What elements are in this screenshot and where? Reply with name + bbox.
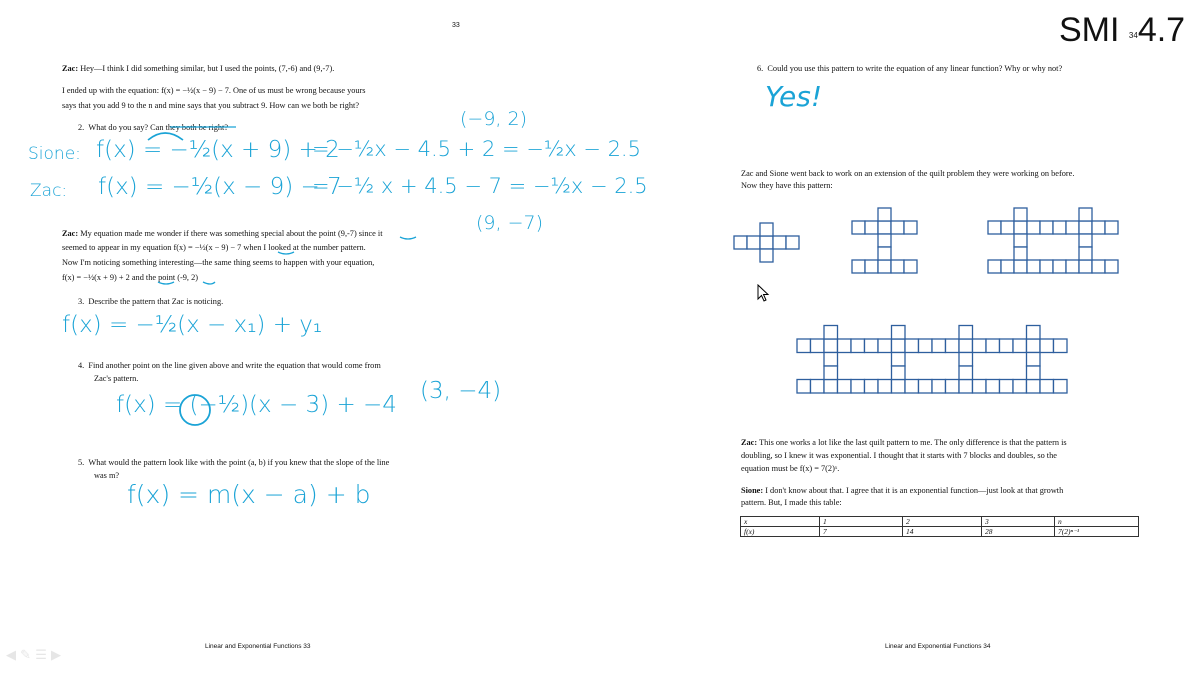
quilt-square — [1014, 208, 1027, 221]
quilt-intro-line1: Zac and Sione went back to work on an extension of the quilt problem they were working on before. — [741, 169, 1075, 178]
quilt-square — [959, 380, 973, 394]
quilt-square — [824, 339, 838, 353]
quilt-square — [988, 260, 1001, 273]
quilt-square — [1079, 234, 1092, 247]
zac-2-line1: Zac: This one works a lot like the last quilt pattern to me. The only difference is that the pattern is — [741, 438, 1067, 447]
quilt-square — [1013, 339, 1027, 353]
footer-right: Linear and Exponential Functions 34 — [885, 643, 991, 650]
quilt-square — [986, 339, 1000, 353]
quilt-square — [1105, 221, 1118, 234]
quilt-square — [1027, 353, 1041, 367]
quilt-square — [1001, 260, 1014, 273]
quilt-square — [878, 247, 891, 260]
table-row — [741, 517, 1139, 527]
quilt-square — [959, 353, 973, 367]
quilt-square — [892, 380, 906, 394]
table-cell: f(x) — [741, 527, 820, 537]
quilt-square — [878, 380, 892, 394]
handwritten-equation-zac: f(x) = −½(x − 9) − 7 — [98, 174, 342, 200]
quilt-square — [1014, 221, 1027, 234]
quilt-square — [1027, 366, 1041, 380]
quilt-square — [734, 236, 747, 249]
quilt-square — [1105, 260, 1118, 273]
quilt-square — [865, 260, 878, 273]
zac-2-line2: doubling, so I knew it was exponential. I thought that it starts with 7 blocks and doubles, so the — [741, 451, 1057, 460]
quilt-square — [786, 236, 799, 249]
quilt-square — [1092, 260, 1105, 273]
quilt-square — [891, 260, 904, 273]
quilt-square — [865, 380, 879, 394]
paragraph-zac-2-line3: Now I'm noticing something interesting—the same thing seems to happen with your equation, — [62, 258, 375, 267]
quilt-square — [1027, 339, 1041, 353]
table-cell: 7(2)ⁿ⁻¹ — [1055, 527, 1139, 537]
quilt-square — [1040, 260, 1053, 273]
quilt-square — [852, 221, 865, 234]
handwritten-label-sione: Sione: — [28, 144, 81, 164]
handwritten-answer-5: f(x) = m(x − a) + b — [127, 480, 371, 509]
quilt-square — [946, 339, 960, 353]
quilt-square — [1027, 221, 1040, 234]
quilt-square — [1014, 234, 1027, 247]
quilt-square — [747, 236, 760, 249]
handwritten-equation-sione: f(x) = −½(x + 9) + 2 — [96, 137, 340, 163]
title-number: 4.7 — [1137, 11, 1186, 49]
sione-2-line2: pattern. But, I made this table: — [741, 498, 842, 507]
function-table — [740, 516, 1139, 537]
quilt-square — [973, 339, 987, 353]
quilt-square — [773, 236, 786, 249]
quilt-square — [1066, 260, 1079, 273]
quilt-square — [1053, 221, 1066, 234]
quilt-square — [878, 260, 891, 273]
quilt-square — [959, 326, 973, 340]
quilt-square — [1014, 247, 1027, 260]
quilt-square — [891, 221, 904, 234]
quilt-square — [905, 339, 919, 353]
quilt-square — [824, 353, 838, 367]
quilt-square — [1079, 260, 1092, 273]
quilt-square — [1079, 221, 1092, 234]
quilt-square — [973, 380, 987, 394]
question-3: 3. Describe the pattern that Zac is noticing. — [78, 297, 224, 306]
quilt-square — [760, 249, 773, 262]
quilt-square — [824, 366, 838, 380]
handwritten-simplify-sione: = −½x − 4.5 + 2 = −½x − 2.5 — [312, 137, 641, 161]
paragraph-zac-1: Zac: Hey—I think I did something similar, but I used the points, (7,-6) and (9,-7). — [62, 64, 335, 73]
paragraph-zac-2-line2: seemed to appear in my equation f(x) = −½(x − 9) − 7 when I looked at the number pattern. — [62, 243, 366, 252]
sione-2-line1: Sione: I don't know about that. I agree that it is an exponential function—just look at that growth — [741, 486, 1064, 495]
paragraph-equation-line2: says that you add 9 to the n and mine says that you subtract 9. How can we both be right? — [62, 101, 360, 110]
back-arrow-icon[interactable]: ◀ — [6, 648, 16, 663]
handwritten-answer-4: f(x) = (−½)(x − 3) + −4 — [116, 392, 397, 418]
quilt-square — [797, 339, 811, 353]
forward-arrow-icon[interactable]: ▶ — [50, 648, 61, 663]
quilt-square — [1040, 380, 1054, 394]
table-cell: 7 — [820, 527, 903, 537]
quilt-intro-line2: Now they have this pattern: — [741, 181, 833, 190]
quilt-square — [946, 380, 960, 394]
quilt-square — [919, 380, 933, 394]
quilt-square — [878, 234, 891, 247]
quilt-square — [851, 380, 865, 394]
quilt-square — [1027, 260, 1040, 273]
paragraph-zac-2-line1: Zac: My equation made me wonder if there was something special about the point (9,-7) since it — [62, 229, 383, 238]
table-cell: 28 — [982, 527, 1055, 537]
handwritten-point-4: (3, −4) — [420, 378, 502, 404]
quilt-square — [811, 339, 825, 353]
handwritten-answer-6: Yes! — [765, 80, 823, 113]
quilt-square — [986, 380, 1000, 394]
quilt-square — [1000, 380, 1014, 394]
quilt-square — [1040, 339, 1054, 353]
title-main: SMI — [1059, 11, 1120, 49]
quilt-square — [959, 366, 973, 380]
quilt-square — [797, 380, 811, 394]
quilt-square — [932, 339, 946, 353]
quilt-square — [838, 380, 852, 394]
quilt-square — [919, 339, 933, 353]
quilt-square — [865, 221, 878, 234]
question-4-line2: Zac's pattern. — [94, 374, 139, 383]
quilt-square — [811, 380, 825, 394]
question-6: 6. Could you use this pattern to write the equation of any linear function? Why or why not? — [757, 64, 1063, 73]
table-cell: 3 — [982, 517, 1055, 527]
table-row — [741, 527, 1139, 537]
presentation-controls[interactable] — [6, 648, 61, 663]
table-cell: 2 — [903, 517, 982, 527]
quilt-square — [1000, 339, 1014, 353]
quilt-square — [1053, 260, 1066, 273]
quilt-square — [905, 380, 919, 394]
quilt-square — [904, 221, 917, 234]
menu-icon[interactable]: ☰ — [35, 648, 47, 663]
quilt-square — [838, 339, 852, 353]
footer-left: Linear and Exponential Functions 33 — [205, 643, 311, 650]
mouse-cursor-icon — [757, 284, 771, 304]
question-5-line1: 5. What would the pattern look like with the point (a, b) if you knew that the slope of the line — [78, 458, 390, 467]
quilt-square — [892, 366, 906, 380]
quilt-square — [1079, 208, 1092, 221]
paragraph-zac-2-line4: f(x) = −½(x + 9) + 2 and the point (-9, 2) — [62, 273, 198, 282]
paragraph-equation-line1: I ended up with the equation: f(x) = −½(x − 9) − 7. One of us must be wrong because yours — [62, 86, 366, 95]
handwritten-point-zac: (9, −7) — [476, 212, 544, 234]
page-number-left: 33 — [452, 22, 460, 29]
handwritten-label-zac: Zac: — [30, 181, 68, 201]
quilt-square — [760, 223, 773, 236]
table-cell: 14 — [903, 527, 982, 537]
handwritten-answer-3: f(x) = −½(x − x₁) + y₁ — [62, 312, 323, 338]
quilt-square — [1079, 247, 1092, 260]
quilt-square — [1001, 221, 1014, 234]
quilt-square — [1027, 380, 1041, 394]
table-cell: x — [741, 517, 820, 527]
quilt-square — [852, 260, 865, 273]
quilt-square — [851, 339, 865, 353]
question-5-line2: was m? — [94, 471, 120, 480]
question-4-line1: 4. Find another point on the line given above and write the equation that would come from — [78, 361, 381, 370]
quilt-square — [824, 326, 838, 340]
quilt-square — [878, 208, 891, 221]
quilt-square — [932, 380, 946, 394]
quilt-square — [865, 339, 879, 353]
quilt-square — [904, 260, 917, 273]
quilt-square — [1066, 221, 1079, 234]
quilt-square — [1092, 221, 1105, 234]
table-cell: n — [1055, 517, 1139, 527]
quilt-square — [878, 339, 892, 353]
quilt-square — [892, 339, 906, 353]
quilt-square — [1054, 339, 1068, 353]
quilt-square — [988, 221, 1001, 234]
page-number-right: 34 — [1128, 31, 1138, 40]
pen-icon[interactable]: ✎ — [20, 648, 32, 663]
quilt-square — [1013, 380, 1027, 394]
handwritten-simplify-zac: = −½ x + 4.5 − 7 = −½x − 2.5 — [312, 174, 648, 198]
question-2: 2. What do you say? Can they both be right? — [78, 123, 229, 132]
quilt-square — [1054, 380, 1068, 394]
quilt-square — [760, 236, 773, 249]
quilt-square — [892, 353, 906, 367]
quilt-square — [1040, 221, 1053, 234]
quilt-square — [824, 380, 838, 394]
quilt-square — [892, 326, 906, 340]
quilt-square — [959, 339, 973, 353]
table-cell: 1 — [820, 517, 903, 527]
quilt-square — [1014, 260, 1027, 273]
zac-2-line3: equation must be f(x) = 7(2)ˣ. — [741, 464, 840, 473]
handwritten-point-sione: (−9, 2) — [460, 108, 528, 130]
quilt-square — [878, 221, 891, 234]
quilt-square — [1027, 326, 1041, 340]
